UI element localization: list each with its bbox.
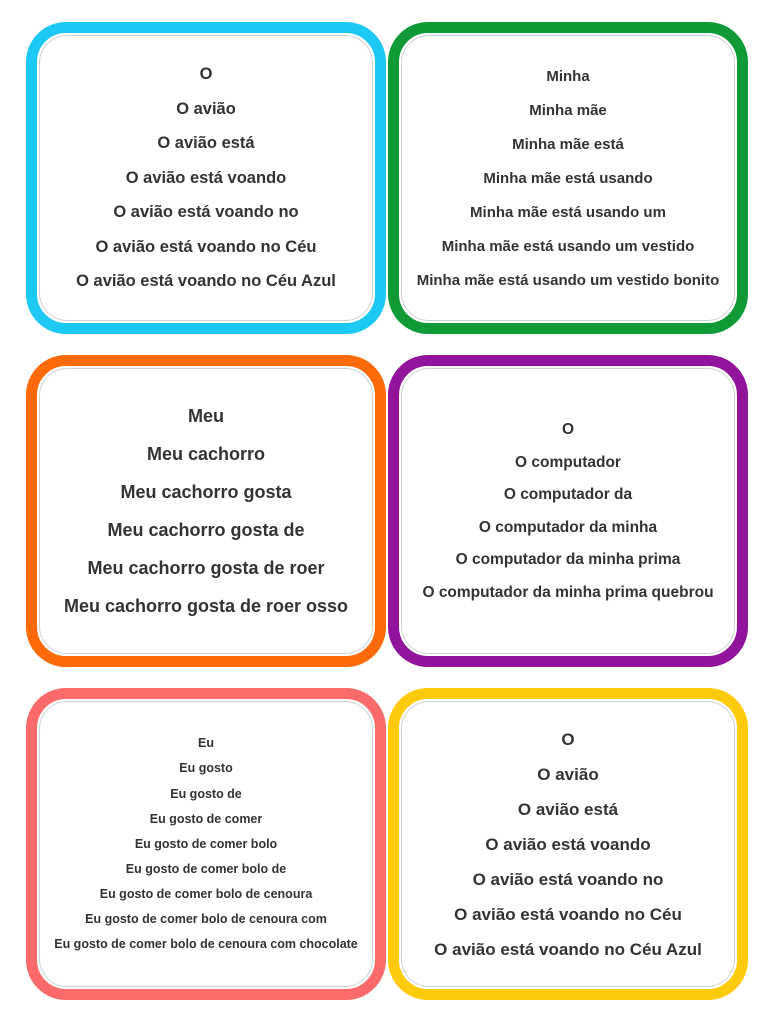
card-aviao-blue — [26, 22, 386, 334]
card-line: Minha mãe está usando um vestido — [441, 237, 695, 255]
card-line: O avião — [537, 764, 599, 784]
card-line: Eu gosto de comer bolo de — [125, 861, 287, 876]
card-line: Eu gosto — [179, 761, 233, 776]
card-line: Minha mãe está usando — [483, 169, 653, 187]
card-line: Minha mãe — [529, 101, 607, 119]
card-line: O avião está voando no Céu — [454, 904, 682, 924]
card-line: O avião está voando — [125, 168, 287, 187]
card-line: Minha mãe está usando um vestido bonito — [416, 271, 720, 289]
card-line: Meu cachorro gosta de roer — [87, 558, 325, 578]
card-line: Meu cachorro gosta — [120, 482, 292, 502]
card-line: O avião está voando — [485, 834, 651, 854]
card-line: O — [561, 729, 575, 749]
card-line: Eu gosto de comer bolo de cenoura — [99, 886, 313, 901]
card-line: O avião está voando no Céu Azul — [434, 939, 702, 959]
card-aviao-yellow — [388, 688, 748, 1000]
card-eu-gosto-pink — [26, 688, 386, 1000]
card-line: O — [561, 421, 575, 438]
card-line: O computador da — [503, 486, 633, 503]
card-line: Eu — [198, 736, 214, 751]
card-line: Eu gosto de comer bolo — [134, 836, 278, 851]
card-line: Meu — [188, 406, 224, 426]
card-computador-purple — [388, 355, 748, 667]
card-line: O computador da minha prima quebrou — [422, 583, 714, 601]
card-line: O avião está — [517, 799, 619, 819]
card-line: Eu gosto de — [170, 786, 242, 801]
card-line: O avião está — [157, 134, 255, 153]
card-line: Meu cachorro — [146, 444, 266, 464]
card-line: O avião está voando no Céu — [95, 237, 317, 256]
card-line: Eu gosto de comer — [149, 811, 263, 826]
card-line: Minha mãe está — [512, 135, 624, 153]
card-meu-cachorro-orange — [26, 355, 386, 667]
card-line: O avião — [176, 99, 236, 118]
card-minha-mae-green — [388, 22, 748, 334]
card-line: Eu gosto de comer bolo de cenoura com — [85, 912, 327, 927]
card-line: O avião está voando no — [472, 869, 664, 889]
card-line: O computador da minha — [478, 518, 658, 536]
card-line: Meu cachorro gosta de — [107, 520, 305, 540]
card-line: Eu gosto de comer bolo de cenoura com chocolate — [54, 937, 358, 952]
card-line: O avião está voando no — [113, 203, 299, 222]
card-line: Minha mãe está usando um — [470, 203, 666, 221]
card-line: O computador da minha prima — [455, 551, 681, 568]
card-line: Minha — [546, 67, 590, 85]
card-line: Meu cachorro gosta de roer osso — [63, 596, 349, 616]
card-line: O computador — [515, 453, 621, 471]
card-line: O — [199, 65, 213, 84]
card-line: O avião está voando no Céu Azul — [76, 272, 336, 291]
